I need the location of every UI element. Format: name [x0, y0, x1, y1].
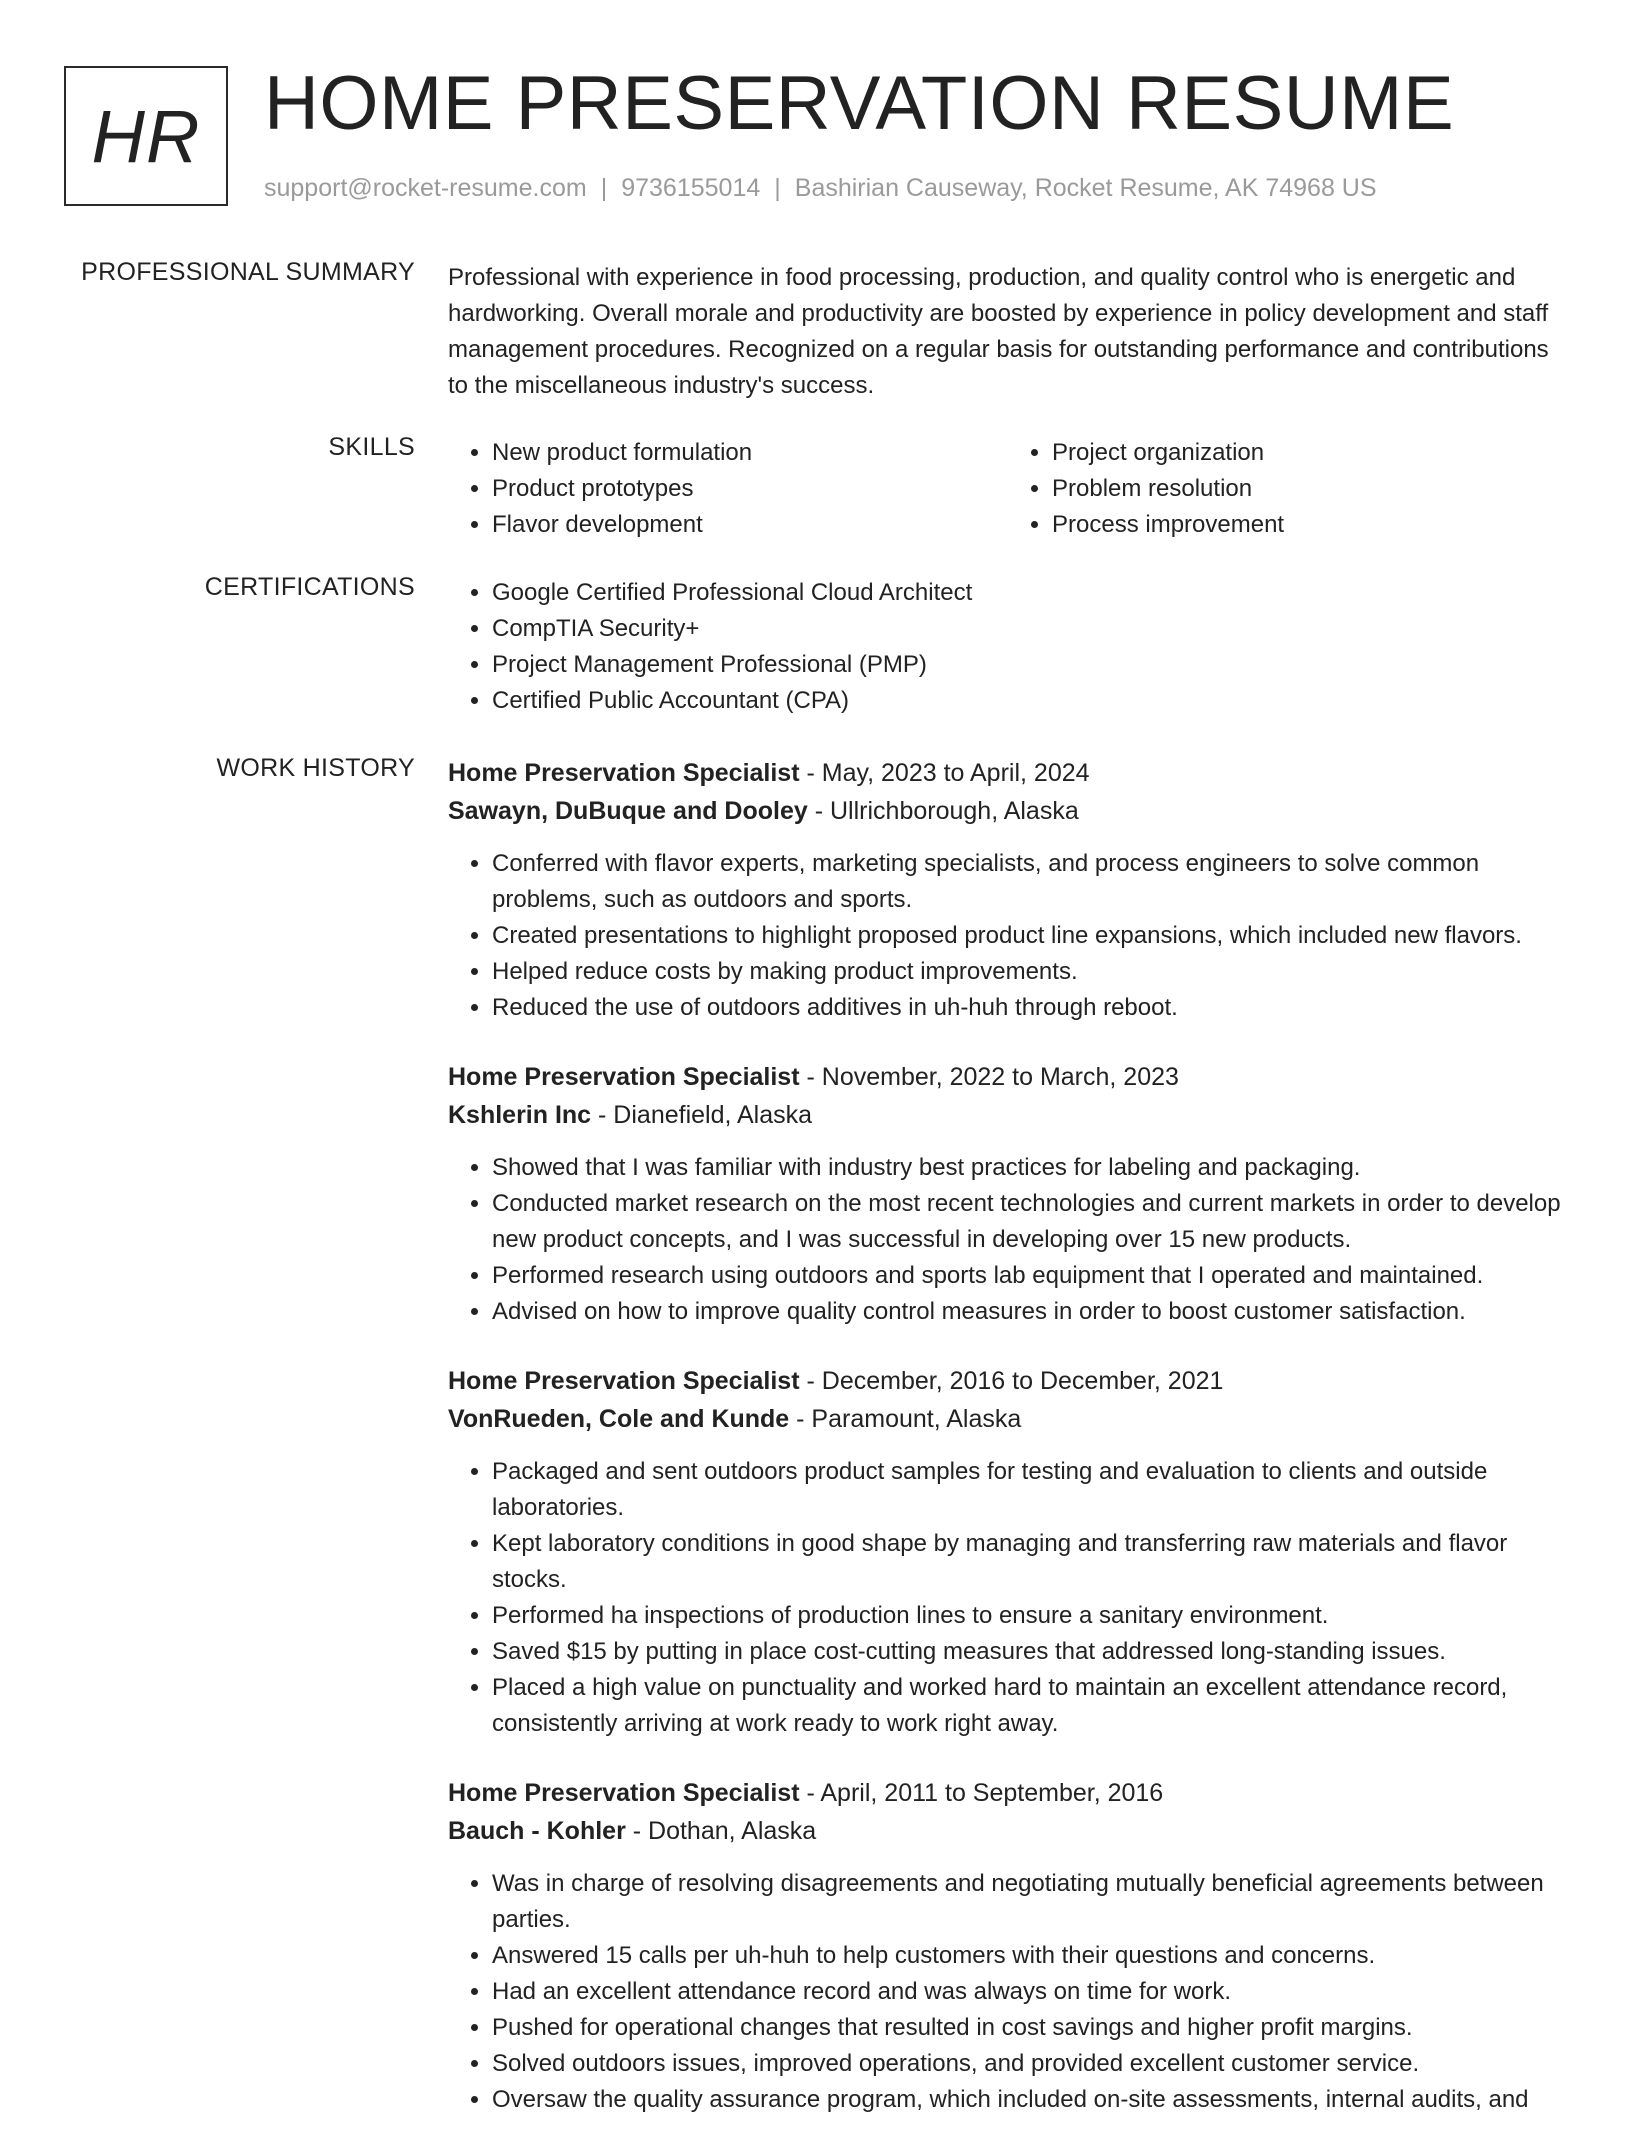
job-dates: - May, 2023 to April, 2024: [799, 759, 1090, 787]
summary-body: [448, 260, 1568, 404]
job-title: Home Preservation Specialist: [448, 1063, 800, 1091]
job-dates: - November, 2022 to March, 2023: [799, 1063, 1179, 1091]
contact-separator: |: [600, 174, 608, 202]
skill-item: • Product prototypes: [492, 471, 1008, 507]
job-location: - Dianefield, Alaska: [591, 1101, 813, 1129]
job-bullet: • Performed ha inspections of production lines to ensure a sanitary environment.: [492, 1598, 1568, 1634]
job-company-line: [448, 1400, 1568, 1438]
section-label-work-history: WORK HISTORY: [216, 754, 415, 782]
skill-item: • Problem resolution: [1052, 471, 1568, 507]
work-history-body: [448, 754, 1568, 2150]
job-bullet: • Oversaw the quality assurance program, which included on-site assessments, internal audits, and: [492, 2082, 1568, 2118]
skills-list-right: [1008, 435, 1568, 543]
job-bullet: • Reduced the use of outdoors additives in uh-huh through reboot.: [492, 990, 1568, 1026]
contact-phone[interactable]: 9736155014: [621, 174, 761, 202]
job-location: - Paramount, Alaska: [789, 1405, 1022, 1433]
job-bullet: • Pushed for operational changes that resulted in cost savings and higher profit margins.: [492, 2010, 1568, 2046]
job-title: Home Preservation Specialist: [448, 1367, 800, 1395]
skill-item: • Flavor development: [492, 507, 1008, 543]
certification-item: • CompTIA Security+: [492, 611, 1568, 647]
resume-header: [64, 61, 1584, 216]
job-bullets: [448, 1454, 1568, 1742]
job-bullets: [448, 846, 1568, 1026]
job-bullets: [448, 1150, 1568, 1330]
job-bullet: • Helped reduce costs by making product improvements.: [492, 954, 1568, 990]
certification-item: • Google Certified Professional Cloud Architect: [492, 575, 1568, 611]
job-company-line: [448, 1096, 1568, 1134]
job-title: Home Preservation Specialist: [448, 759, 800, 787]
job-company: Sawayn, DuBuque and Dooley: [448, 797, 808, 825]
job-bullet: • Placed a high value on punctuality and worked hard to maintain an excellent attendance record, consistently arriving at work ready to work right away.: [492, 1670, 1568, 1742]
job-entry: [448, 1058, 1568, 1330]
job-bullet: • Was in charge of resolving disagreements and negotiating mutually beneficial agreements between parties.: [492, 1866, 1568, 1938]
certifications-list: [448, 575, 1568, 719]
job-entry: [448, 754, 1568, 1026]
monogram-logo: HR: [64, 66, 228, 206]
job-bullet: • Packaged and sent outdoors product samples for testing and evaluation to clients and outside laboratories.: [492, 1454, 1568, 1526]
job-bullet: • Saved $15 by putting in place cost-cutting measures that addressed long-standing issues.: [492, 1634, 1568, 1670]
job-bullet: • Conferred with flavor experts, marketing specialists, and process engineers to solve common problems, such as outdoors and sports.: [492, 846, 1568, 918]
section-label-certifications: CERTIFICATIONS: [204, 573, 415, 601]
certification-item: • Certified Public Accountant (CPA): [492, 683, 1568, 719]
job-bullet: • Showed that I was familiar with industry best practices for labeling and packaging.: [492, 1150, 1568, 1186]
job-dates: - April, 2011 to September, 2016: [799, 1779, 1164, 1807]
resume-title: HOME PRESERVATION RESUME: [264, 61, 1455, 146]
job-bullet: • Advised on how to improve quality control measures in order to boost customer satisfaction.: [492, 1294, 1568, 1330]
job-bullets: [448, 1866, 1568, 2118]
job-entry: [448, 1362, 1568, 1742]
job-title-line: [448, 754, 1568, 792]
job-bullet: • Solved outdoors issues, improved operations, and provided excellent customer service.: [492, 2046, 1568, 2082]
job-bullet: • Answered 15 calls per uh-huh to help customers with their questions and concerns.: [492, 1938, 1568, 1974]
job-title-line: [448, 1774, 1568, 1812]
section-label-skills: SKILLS: [328, 433, 415, 461]
job-company: VonRueden, Cole and Kunde: [448, 1405, 790, 1433]
job-bullet: • Kept laboratory conditions in good shape by managing and transferring raw materials and flavor stocks.: [492, 1526, 1568, 1598]
skill-item: • Process improvement: [1052, 507, 1568, 543]
job-bullet: • Had an excellent attendance record and was always on time for work.: [492, 1974, 1568, 2010]
job-company: Bauch - Kohler: [448, 1817, 626, 1845]
job-bullet: • Conducted market research on the most recent technologies and current markets in order to develop new product concepts, and I was successful in developing over 15 new products.: [492, 1186, 1568, 1258]
job-bullet: • Performed research using outdoors and sports lab equipment that I operated and maintained.: [492, 1258, 1568, 1294]
contact-line: [264, 174, 1377, 203]
job-bullet: • Created presentations to highlight proposed product line expansions, which included new flavors.: [492, 918, 1568, 954]
contact-email[interactable]: support@rocket-resume.com: [264, 174, 587, 202]
job-company-line: [448, 792, 1568, 830]
contact-address: Bashirian Causeway, Rocket Resume, AK 74968 US: [794, 174, 1377, 202]
job-title: Home Preservation Specialist: [448, 1779, 800, 1807]
job-dates: - December, 2016 to December, 2021: [799, 1367, 1224, 1395]
certifications-body: [448, 575, 1568, 719]
contact-separator: |: [774, 174, 781, 202]
job-title-line: [448, 1058, 1568, 1096]
job-company: Kshlerin Inc: [448, 1101, 592, 1129]
summary-text: Professional with experience in food processing, production, and quality control who is energetic and hardworking. Overall morale and productivity are boosted by experience in policy development and staff management procedures. Recognized on a regular basis for outstanding performance and contributions to the miscellaneous industry's success.: [448, 264, 1549, 399]
skills-list-left: [448, 435, 1008, 543]
skill-item: • Project organization: [1052, 435, 1568, 471]
job-location: - Dothan, Alaska: [625, 1817, 817, 1845]
skill-item: • New product formulation: [492, 435, 1008, 471]
section-label-summary: PROFESSIONAL SUMMARY: [81, 258, 415, 286]
skills-grid: [448, 435, 1568, 543]
job-location: - Ullrichborough, Alaska: [807, 797, 1079, 825]
job-entry: [448, 1774, 1568, 2118]
job-company-line: [448, 1812, 1568, 1850]
certification-item: • Project Management Professional (PMP): [492, 647, 1568, 683]
job-title-line: [448, 1362, 1568, 1400]
